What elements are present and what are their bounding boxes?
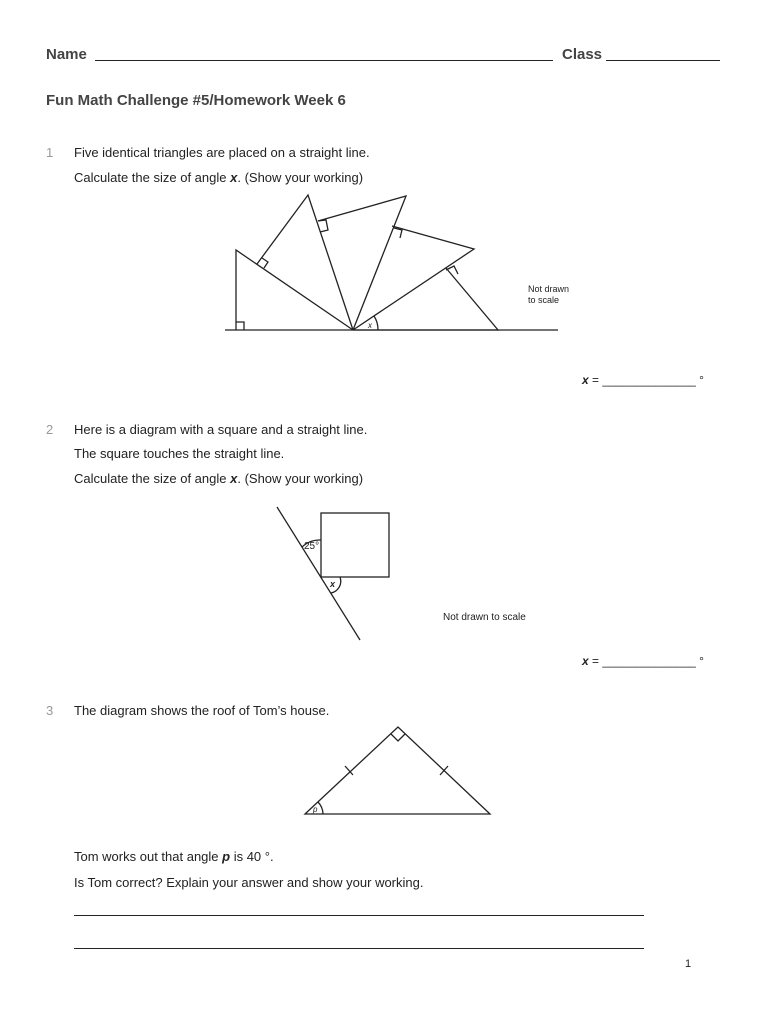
answer-line-2[interactable] (74, 948, 644, 949)
q1-angle-x-label: x (368, 321, 372, 330)
page-number: 1 (685, 958, 692, 970)
question-3-line-3: Is Tom correct? Explain your answer and show your working. (74, 875, 424, 890)
question-1-answer-blank[interactable]: ______________ (602, 373, 696, 387)
question-1-line-1: Five identical triangles are placed on a straight line. (74, 145, 370, 160)
q1-note-line-1: Not drawn (528, 284, 570, 294)
name-label: Name (46, 46, 87, 63)
question-2-line-1: Here is a diagram with a square and a straight line. (74, 422, 368, 437)
class-label: Class (562, 46, 603, 63)
answer-line-1[interactable] (74, 915, 644, 916)
question-3-number: 3 (46, 703, 54, 718)
q2-note: Not drawn to scale (443, 612, 526, 623)
q2-angle-25-label: 25° (304, 541, 320, 552)
question-3-line-2: Tom works out that angle p is 40 °. (74, 849, 274, 864)
q1-note-line-2: to scale (528, 295, 560, 305)
question-3-line-1: The diagram shows the roof of Tom’s house. (74, 703, 330, 718)
question-1-number: 1 (46, 145, 54, 160)
question-1-line-2: Calculate the size of angle x. (Show your working) (74, 170, 364, 185)
question-2-number: 2 (46, 422, 54, 437)
question-2-line-2: The square touches the straight line. (74, 446, 285, 461)
question-2-line-3: Calculate the size of angle x. (Show your working) (74, 471, 364, 486)
page-title: Fun Math Challenge #5/Homework Week 6 (46, 92, 346, 109)
identical-highlight: identical (102, 145, 150, 160)
q3-angle-p-label: p (313, 805, 318, 814)
question-1-answer: x = ______________ ° (582, 373, 704, 387)
question-2-answer-blank[interactable]: ______________ (602, 654, 696, 668)
q2-angle-x-label: x (330, 579, 336, 589)
question-2-answer: x = ______________ ° (582, 654, 704, 668)
